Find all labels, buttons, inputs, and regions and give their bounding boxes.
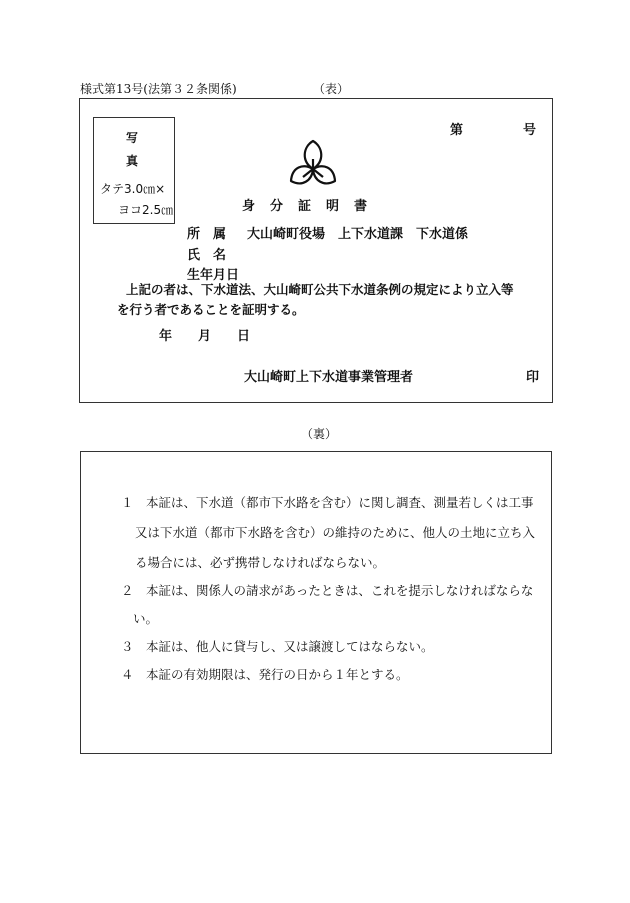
photo-label-1: 写 bbox=[126, 131, 139, 145]
notice-item-3: ３ 本証は、他人に貸与し、又は譲渡してはならない。 bbox=[121, 639, 434, 654]
photo-size-height: タテ3.0㎝× bbox=[100, 182, 166, 196]
form-number-label: 様式第13号(法第３２条関係) bbox=[80, 82, 237, 96]
statement-line-2: を行う者であることを証明する。 bbox=[117, 302, 305, 317]
number-label-go: 号 bbox=[523, 123, 537, 138]
issuer-name: 大山崎町上下水道事業管理者 bbox=[244, 370, 414, 385]
notice-item-4: ４ 本証の有効期限は、発行の日から１年とする。 bbox=[121, 667, 409, 682]
field-name-label: 氏 名 bbox=[187, 248, 227, 263]
back-card bbox=[80, 451, 552, 754]
notice-item-2-line-1: ２ 本証は、関係人の請求があったときは、これを提示しなければならな bbox=[121, 583, 534, 598]
photo-size-width: ヨコ2.5㎝ bbox=[118, 203, 174, 217]
statement-line-1: 上記の者は、下水道法、大山崎町公共下水道条例の規定により立入等 bbox=[126, 282, 514, 297]
photo-box bbox=[93, 117, 175, 224]
notice-item-1-line-1: １ 本証は、下水道（都市下水路を含む）に関し調査、測量若しくは工事 bbox=[121, 495, 534, 510]
number-label-dai: 第 bbox=[450, 123, 464, 138]
photo-label-2: 真 bbox=[126, 154, 139, 168]
field-affiliation-label: 所 属 bbox=[187, 227, 227, 242]
back-side-label: （裏） bbox=[301, 427, 338, 441]
seal-label: 印 bbox=[526, 370, 540, 385]
front-card bbox=[79, 98, 553, 403]
notice-item-1-line-3: る場合には、必ず携帯しなければならない。 bbox=[135, 555, 386, 570]
notice-item-1-line-2: 又は下水道（都市下水路を含む）の維持のために、他人の土地に立ち入 bbox=[135, 525, 536, 540]
front-side-label: （表） bbox=[313, 82, 350, 96]
document-title: 身 分 証 明 書 bbox=[242, 199, 369, 214]
town-emblem-icon bbox=[288, 137, 338, 193]
notice-item-2-line-2: い。 bbox=[133, 611, 159, 626]
field-affiliation-value: 大山崎町役場 上下水道課 下水道係 bbox=[247, 227, 469, 242]
field-birthdate-label: 生年月日 bbox=[187, 268, 240, 283]
issue-date: 年 月 日 bbox=[159, 329, 251, 344]
